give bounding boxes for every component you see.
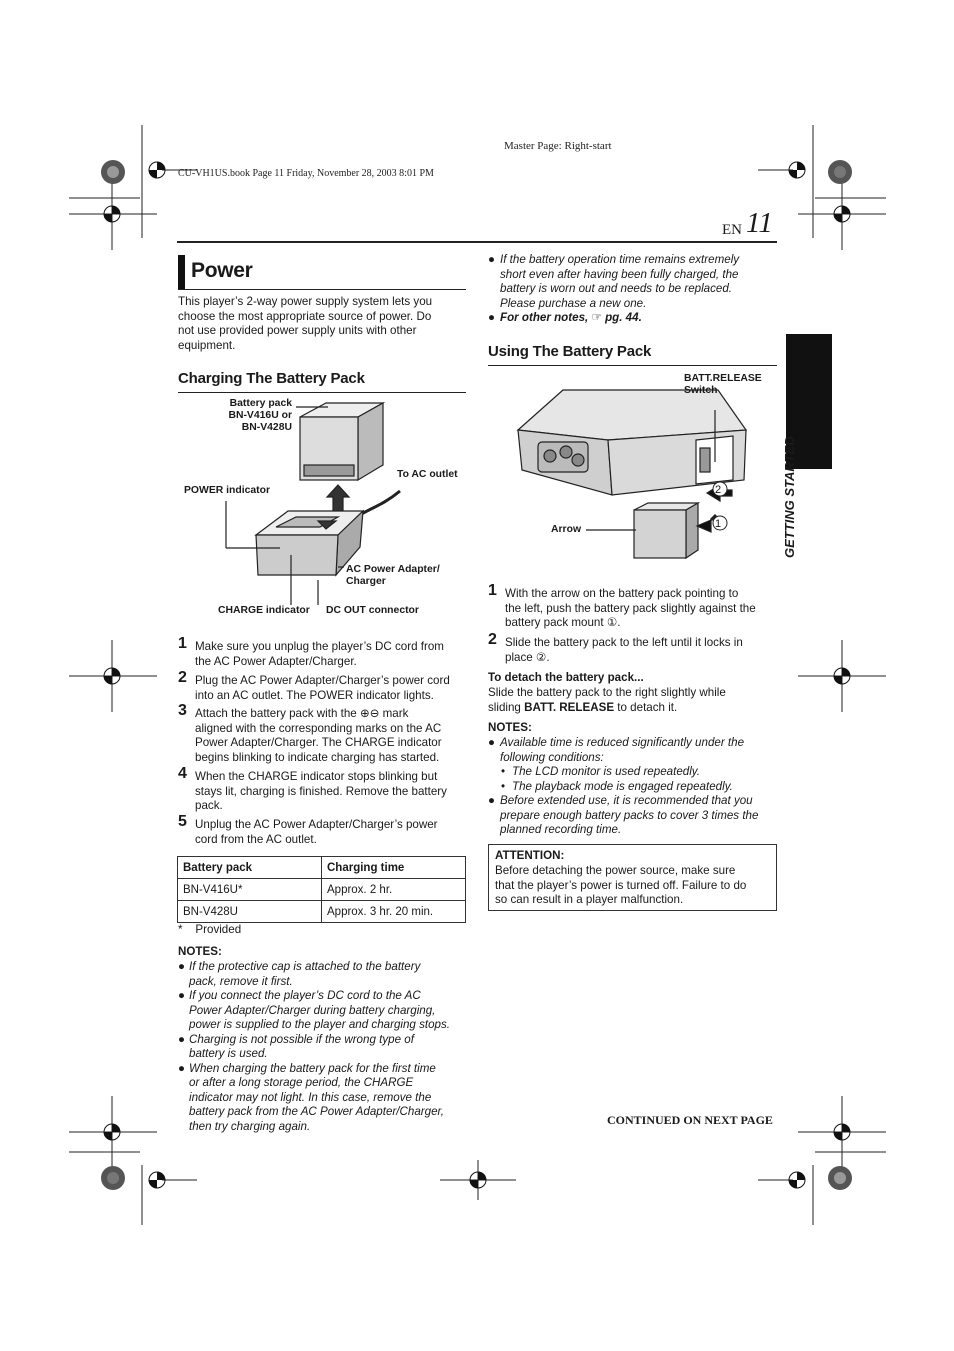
batt-release-label: BATT.RELEASE Switch bbox=[684, 373, 762, 396]
charge-indicator-label: CHARGE indicator bbox=[218, 605, 310, 616]
step-mark-2: 2 bbox=[715, 484, 722, 496]
player-illustration bbox=[508, 370, 768, 570]
continued-note: CONTINUED ON NEXT PAGE bbox=[607, 1113, 773, 1127]
list-item: ● Charging is not possible if the wrong type of battery is used. bbox=[178, 1032, 414, 1060]
list-item: ● For other notes, ☞ pg. 44. bbox=[488, 311, 642, 324]
notes-title-right: NOTES: bbox=[488, 721, 532, 734]
master-page-note: Master Page: Right-start bbox=[504, 140, 612, 152]
table-header-row: Battery pack Charging time bbox=[178, 857, 466, 879]
list-item: ● If you connect the player’s DC cord to the AC Power Adapter/Charger during battery charging, power is supplied to the player and charging stops. bbox=[178, 989, 451, 1031]
list-item: ● If the battery operation time remains extremely short even after having been fully charged, the battery is worn out and needs to be replaced. Please purchase a new one. bbox=[488, 253, 740, 310]
battery-notes-top bbox=[488, 253, 780, 326]
using-rule bbox=[488, 365, 777, 366]
page-number: 11 bbox=[746, 207, 773, 239]
charging-notes bbox=[178, 960, 470, 1134]
charging-heading: Charging The Battery Pack bbox=[178, 370, 365, 387]
title-bar-accent bbox=[178, 255, 185, 289]
table-footnote: * Provided bbox=[178, 923, 242, 936]
detach-text: Slide the battery pack to the right slightly while sliding BATT. RELEASE to detach it. bbox=[488, 686, 726, 714]
ac-outlet-label: To AC outlet bbox=[397, 469, 458, 480]
battery-pack-label: Battery pack BN-V416U or BN-V428U bbox=[228, 398, 292, 433]
charging-rule bbox=[178, 392, 466, 393]
side-tab-label: GETTING STARTED bbox=[782, 436, 797, 558]
step-mark-1: 1 bbox=[715, 518, 722, 530]
header-rule bbox=[177, 241, 777, 243]
attention-title: ATTENTION: bbox=[495, 849, 565, 862]
using-notes bbox=[488, 736, 780, 838]
list-item: • The LCD monitor is used repeatedly. bbox=[501, 765, 700, 778]
adapter-label: AC Power Adapter/ Charger bbox=[346, 564, 440, 587]
list-item: ● When charging the battery pack for the first time or after a long storage period, the CHARGE indicator may not light. In this case, remove the battery pack from the AC Power Adapter/Charger, then try charging again. bbox=[178, 1061, 444, 1133]
charging-time-table bbox=[177, 856, 466, 923]
arrow-label: Arrow bbox=[551, 524, 582, 535]
power-indicator-label: POWER indicator bbox=[184, 485, 271, 496]
intro-text: This player’s 2-way power supply system lets you choose the most appropriate source of power. Do not use provided power supply units with other equipment. bbox=[178, 295, 433, 352]
title-rule bbox=[178, 289, 466, 290]
dc-out-label: DC OUT connector bbox=[326, 605, 419, 616]
table-row: BN-V416U* Approx. 2 hr. bbox=[178, 879, 466, 901]
attention-box bbox=[488, 844, 777, 911]
list-item: ● Available time is reduced significantly under the following conditions: bbox=[488, 736, 745, 764]
table-row: BN-V428U Approx. 3 hr. 20 min. bbox=[178, 901, 466, 923]
list-item: ● If the protective cap is attached to the battery pack, remove it first. bbox=[178, 960, 421, 988]
book-info: CU-VH1US.book Page 11 Friday, November 28, 2003 8:01 PM bbox=[178, 168, 434, 179]
attention-text: Before detaching the power source, make sure that the player’s power is turned off. Failure to do so can result in a player malfunction. bbox=[495, 864, 747, 907]
list-item: ● Before extended use, it is recommended that you prepare enough battery packs to cover 3 times the planned recording time. bbox=[488, 794, 759, 836]
using-heading: Using The Battery Pack bbox=[488, 343, 652, 360]
language-code: EN bbox=[722, 222, 742, 238]
detach-title: To detach the battery pack... bbox=[488, 671, 644, 684]
page-title: Power bbox=[191, 259, 253, 282]
notes-title-left: NOTES: bbox=[178, 945, 222, 958]
list-item: • The playback mode is engaged repeatedly. bbox=[501, 779, 733, 793]
